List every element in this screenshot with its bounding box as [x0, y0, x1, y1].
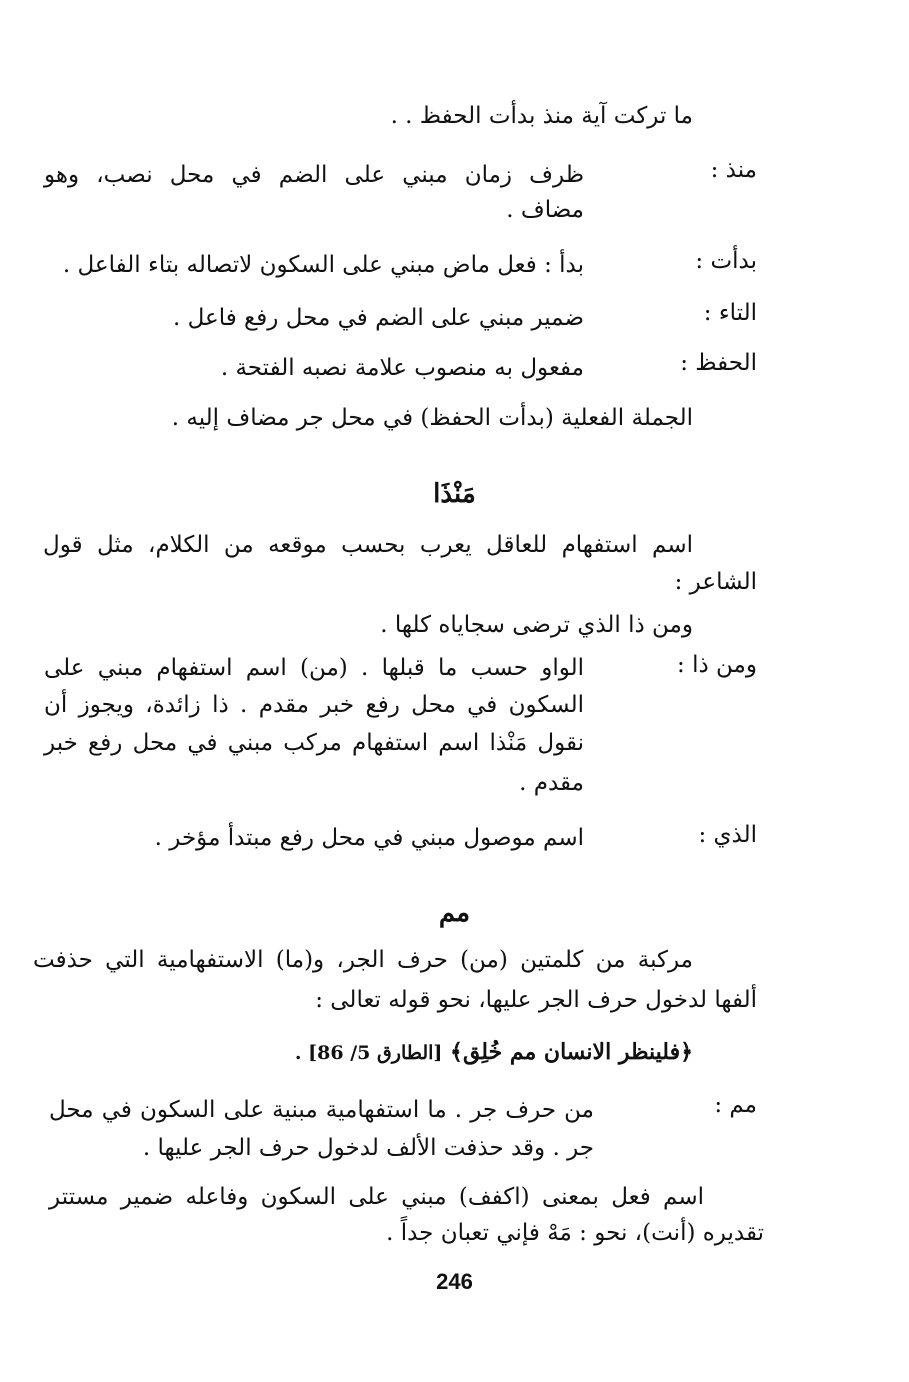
term-mim: مم : [714, 1092, 757, 1118]
def-wamandha-line1: الواو حسب ما قبلها . (من) اسم استفهام مبني على [44, 655, 584, 681]
quran-verse [295, 1032, 693, 1073]
mah-para-line1: اسم فعل بمعنى (اكفف) مبني على السكون وفاعله ضمير مستتر [49, 1184, 704, 1210]
term-alladhi: الذي : [698, 822, 757, 848]
def-mim-line2: جر . وقد حذفت الألف لدخول حرف الجر عليها . [142, 1135, 594, 1161]
term-wamandha: ومن ذا : [677, 652, 757, 678]
mandha-verse: ومن ذا الذي ترضى سجاياه كلها . [380, 612, 693, 638]
term-badaat: بدأت : [695, 248, 757, 274]
term-mundh: منذ : [710, 157, 757, 183]
def-alladhi: اسم موصول مبني في محل رفع مبتدأ مؤخر . [154, 825, 584, 851]
term-taa: التاء : [703, 300, 757, 326]
def-taa: ضمير مبني على الضم في محل رفع فاعل . [172, 305, 584, 331]
mandha-para-line2: الشاعر : [674, 569, 757, 595]
def-mundh-line2: مضاف . [506, 197, 584, 223]
mandha-para-line1: اسم استفهام للعاقل يعرب بحسب موقعه من الكلام، مثل قول [43, 532, 693, 558]
page-number: 246 [436, 1269, 473, 1294]
heading-mim: مم [438, 898, 471, 928]
mim-para-line1: مركبة من كلمتين (من) حرف الجر، و(ما) الاستفهامية التي حذفت [33, 947, 693, 973]
def-mim-line1: من حرف جر . ما استفهامية مبنية على السكون في محل [49, 1097, 594, 1123]
heading-mandha: مَنْذَا [433, 479, 476, 509]
term-hifdh: الحفظ : [680, 350, 757, 376]
def-wamandha-line4: مقدم . [519, 770, 584, 796]
def-mundh-line1: ظرف زمان مبني على الضم في محل نصب، وهو [44, 162, 584, 188]
sentence-note: الجملة الفعلية (بدأت الحفظ) في محل جر مضاف إليه . [171, 405, 693, 431]
def-wamandha-line2: السكون في محل رفع خبر مقدم . ذا زائدة، ويجوز أن [44, 692, 584, 718]
def-badaat: بدأ : فعل ماض مبني على السكون لاتصاله بتاء الفاعل . [62, 252, 584, 278]
intro-line: ما تركت آية منذ بدأت الحفظ . . [390, 103, 693, 129]
def-hifdh: مفعول به منصوب علامة نصبه الفتحة . [220, 355, 584, 381]
mah-para-line2: تقديره (أنت)، نحو : مَهْ فإني تعبان جداً . [386, 1220, 764, 1246]
def-wamandha-line3: نقول مَنْذا اسم استفهام مركب مبني في محل رفع خبر [44, 730, 584, 756]
quran-reference: [الطارق 5/ 86] . [294, 1042, 443, 1064]
quran-verse-text: ﴿فلينظر الانسان مم خُلِق﴾ [450, 1039, 693, 1065]
mim-para-line2: ألفها لدخول حرف الجر عليها، نحو قوله تعالى : [315, 987, 757, 1013]
